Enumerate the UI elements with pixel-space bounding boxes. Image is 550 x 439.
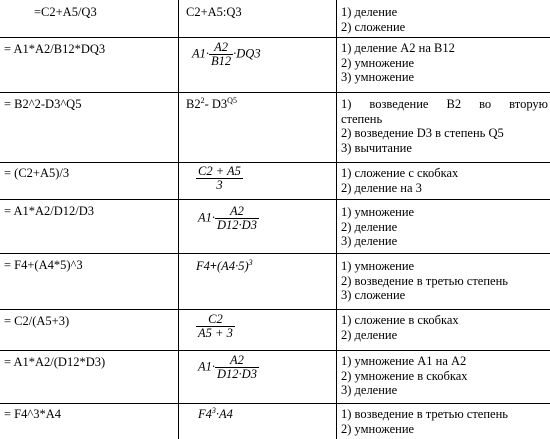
math-formula: $F4+(A4\cdot 5)^3$ (196, 258, 253, 273)
math-formula: $F4^3\cdot A4$ (198, 406, 233, 421)
math-formula: $B2^2-$ $D3^{Q5}$ (186, 96, 237, 111)
table-row (0, 37, 550, 93)
operations-list: 1) возведение в третью степень 2) умножение (341, 407, 508, 436)
operations-list: 1) деление А2 на В12 2) умножение 3) умножение (341, 41, 455, 84)
table-row (0, 309, 550, 351)
table-row (0, 0, 550, 38)
table-row (0, 403, 550, 439)
excel-formula: =C2+A5/Q3 (34, 5, 97, 19)
excel-formula: = C2/(A5+3) (4, 314, 70, 328)
table-row (0, 92, 550, 163)
math-formula: A1· $\frac{A2}{D12\cdot D3}$ (198, 353, 257, 381)
operations-list: 1) деление 2) сложение (341, 5, 406, 34)
excel-formula: = (C2+A5)/3 (4, 166, 70, 180)
excel-formula: = F4^3*A4 (4, 407, 62, 421)
excel-formula: = B2^2-D3^Q5 (4, 97, 82, 111)
math-formula: $\frac{C2}{A5 + 3}$ (198, 312, 233, 340)
operations-list: 1) умножение 2) деление 3) деление (341, 205, 415, 248)
operations-list: 1) сложение с скобках 2) деление на 3 (341, 166, 459, 195)
math-formula: A1· $\frac{A2}{D12\cdot D3}$ (198, 204, 257, 232)
excel-formula: = A1*A2/B12*DQ3 (4, 42, 106, 56)
table-row (0, 162, 550, 200)
excel-formula: = A1*A2/D12/D3 (4, 204, 95, 218)
math-formula: C2+A5:Q3 (186, 5, 242, 19)
math-formula: A1· $\frac{A2}{B12}$ ·DQ3 (192, 40, 261, 68)
table-row (0, 199, 550, 254)
column-divider (178, 0, 179, 439)
math-formula: $\frac{C2 + A5}{3}$ (198, 164, 241, 192)
table-row (0, 350, 550, 404)
operations-list: 1) умножение 2) возведение в третью степень 3) сложение (341, 259, 508, 302)
excel-formula: = A1*A2/(D12*D3) (4, 355, 106, 369)
operations-list: 1) сложение в скобках 2) деление (341, 313, 459, 342)
table-row (0, 253, 550, 310)
column-divider (336, 0, 337, 439)
operations-list: 1) возведение В2 во вторую степень 2) возведение D3 в степень Q5 3) вычитание (341, 97, 548, 155)
operations-list: 1) умножение А1 на А2 2) умножение в скобках 3) деление (341, 354, 468, 397)
excel-formula: = F4+(A4*5)^3 (4, 258, 83, 272)
